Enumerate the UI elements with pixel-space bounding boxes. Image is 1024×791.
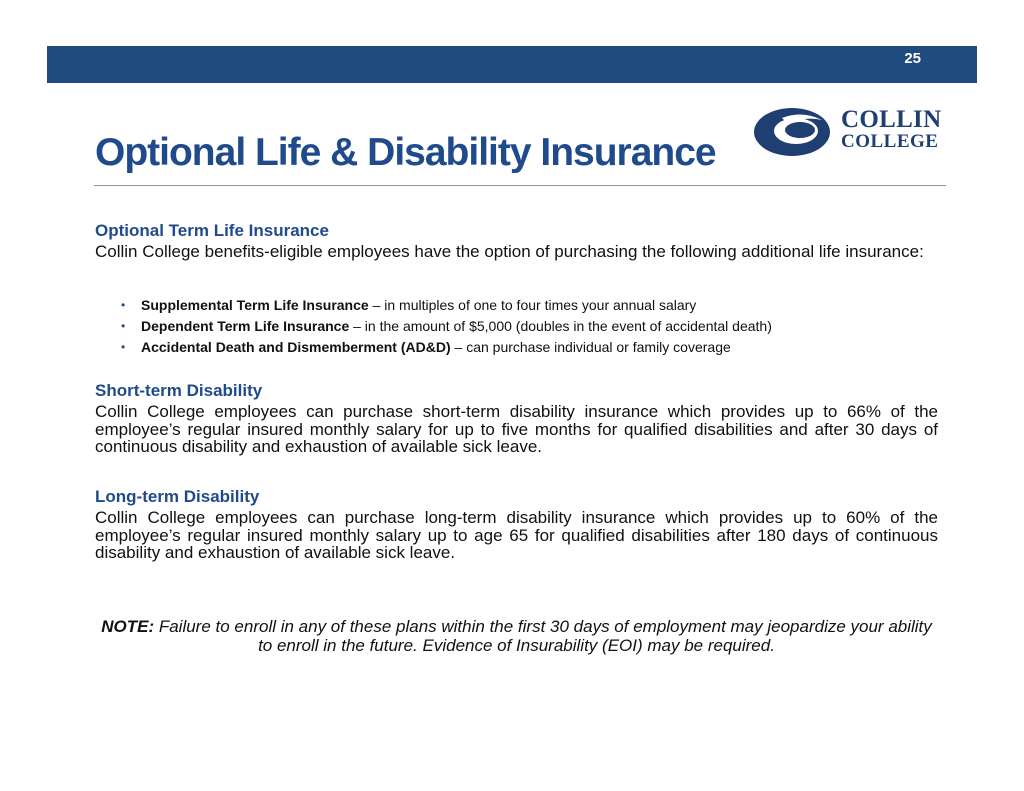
section-text: Collin College benefits-eligible employees have the option of purchasing the following additional life insurance: [95,242,924,261]
bullet-icon: • [121,298,126,312]
bullet-icon: • [121,319,126,333]
header-bar [47,46,977,83]
note-label: NOTE: [101,617,155,636]
bullet-text: – can purchase individual or family coverage [450,339,731,355]
bullet-item [118,295,938,316]
section-text: Collin College employees can purchase long-term disability insurance which provides up to 60% of the employee’s regular insured monthly salary up to age 65 for qualified disabilities after 180 days of continuous disability and exhaustion of available sick leave. [95,508,938,562]
section-term-life [95,221,938,261]
section-heading: Optional Term Life Insurance [95,221,329,240]
bullet-text: – in multiples of one to four times your annual salary [368,297,697,313]
bullet-text: – in the amount of $5,000 (doubles in the event of accidental death) [349,318,772,334]
college-logo [752,104,957,160]
section-long-term-disability [95,487,938,562]
section-heading: Short-term Disability [95,381,263,400]
bullet-label: Dependent Term Life Insurance [141,318,350,334]
section-heading: Long-term Disability [95,487,260,506]
collin-college-swoosh-icon [752,104,836,160]
title-divider [94,185,946,186]
section-short-term-disability [95,381,938,456]
bullet-icon: • [121,340,126,354]
bullet-label: Supplemental Term Life Insurance [141,297,369,313]
page-number: 25 [904,50,921,67]
note-text: Failure to enroll in any of these plans within the first 30 days of employment may jeopardize your ability to enroll in the future. Evidence of Insurability (EOI) may be required. [154,617,932,655]
term-life-bullet-list [118,295,938,358]
bullet-item [118,316,938,337]
logo-text-line2: COLLEGE [841,131,939,152]
bullet-item [118,337,938,358]
section-text: Collin College employees can purchase short-term disability insurance which provides up to 66% of the employee’s regular insured monthly salary for up to five months for qualified disabilities and after 30 days of continuous disability and exhaustion of available sick leave. [95,402,938,456]
enrollment-note [95,617,938,655]
logo-text-line1: COLLIN [841,106,942,133]
bullet-label: Accidental Death and Dismemberment (AD&D) [141,339,451,355]
page-title: Optional Life & Disability Insurance [95,131,716,174]
